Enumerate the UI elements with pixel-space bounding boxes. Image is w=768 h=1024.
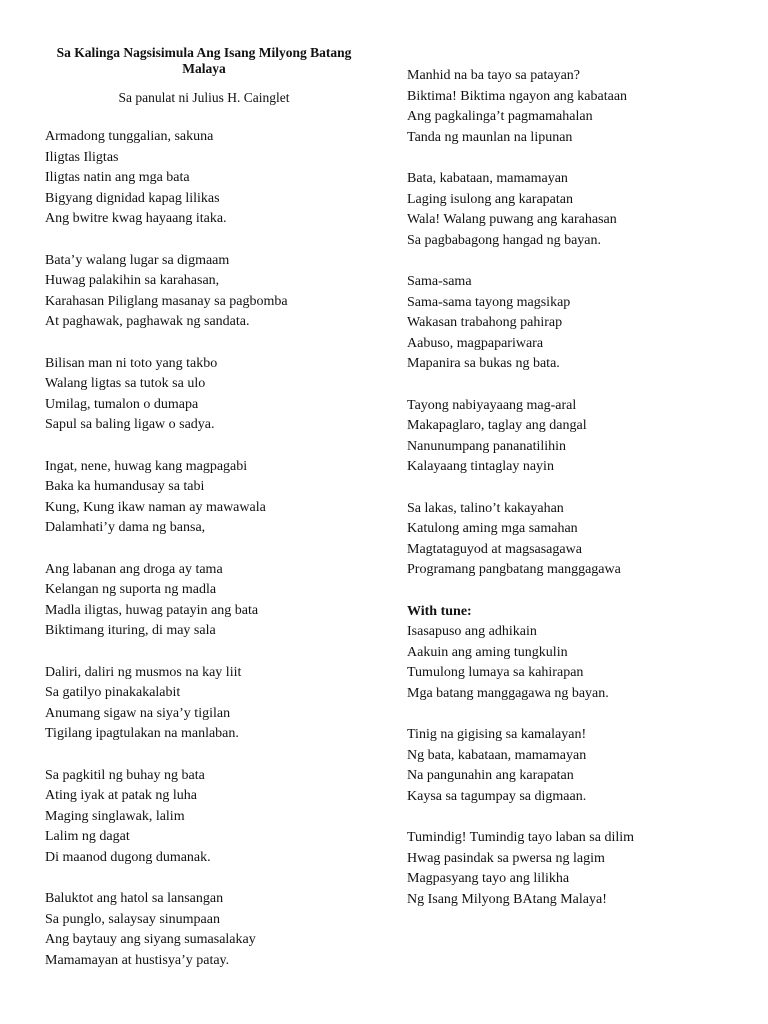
poem-line: Sa punglo, salaysay sinumpaan <box>45 911 220 927</box>
poem-line: Kung, Kung ikaw naman ay mawawala <box>45 499 266 515</box>
poem-title: Sa Kalinga Nagsisimula Ang Isang Milyong Batang Malaya <box>56 45 352 76</box>
tune-section <box>407 602 737 623</box>
stanza <box>407 725 737 807</box>
poem-line: Ating iyak at patak ng luha <box>45 788 198 803</box>
poem-byline: Sa panulat ni Julius H. Cainglet <box>118 90 290 105</box>
poem-line: Sa pagbabagong hangad ng bayan. <box>407 232 601 248</box>
poem-line: Tayong nabiyayaang mag-aral <box>407 397 577 413</box>
poem-line: Na pangunahin ang karapatan <box>407 768 574 783</box>
right-stanzas <box>407 66 737 581</box>
poem-line: Ingat, nene, huwag kang magpagabi <box>45 458 248 474</box>
poem-line: Kelangan ng suporta ng madla <box>45 582 217 597</box>
poem-line: Madla iligtas, huwag patayin ang bata <box>45 602 259 618</box>
tune-label: With tune: <box>407 603 472 619</box>
poem-line: Wakasan trabahong pahirap <box>407 315 563 330</box>
poem-line: Ng Isang Milyong BAtang Malaya! <box>407 891 607 907</box>
poem-line: Programang pangbatang manggagawa <box>407 562 621 577</box>
poem-line: Ang baytauy ang siyang sumasalakay <box>45 932 256 947</box>
poem-line: Sapul sa baling ligaw o sadya. <box>45 417 215 432</box>
poem-line: Sama-sama <box>407 274 472 289</box>
poem-line: Lalim ng dagat <box>45 829 130 844</box>
poem-line: Karahasan Piliglang masanay sa pagbomba <box>45 293 288 309</box>
left-column <box>45 45 375 992</box>
poem-line: Ang labanan ang droga ay tama <box>45 561 223 577</box>
poem-line: Biktima! Biktima ngayon ang kabataan <box>407 88 628 104</box>
poem-line: Kaysa sa tagumpay sa digmaan. <box>407 788 587 804</box>
poem-line: Laging isulong ang karapatan <box>407 191 574 207</box>
stanza <box>407 66 737 148</box>
poem-line: At paghawak, paghawak ng sandata. <box>45 314 250 329</box>
stanza <box>407 272 737 375</box>
poem-line: Mamamayan at hustisya’y patay. <box>45 952 230 968</box>
poem-line: Umilag, tumalon o dumapa <box>45 396 199 412</box>
poem-line: Manhid na ba tayo sa patayan? <box>407 68 580 83</box>
poem-line: Magtataguyod at magsasagawa <box>407 541 582 557</box>
stanza <box>407 396 737 478</box>
stanza <box>407 622 737 704</box>
poem-line: Katulong aming mga samahan <box>407 521 578 536</box>
poem-line: Dalamhati’y dama ng bansa, <box>45 520 206 535</box>
poem-line: Ang pagkalinga’t pagmamahalan <box>407 109 593 124</box>
poem-line: Biktimang ituring, di may sala <box>45 623 216 638</box>
poem-line: Mga batang manggagawa ng bayan. <box>407 685 609 701</box>
stanza <box>45 663 375 745</box>
stanza <box>45 766 375 869</box>
poem-line: Tigilang ipagtulakan na manlaban. <box>45 726 239 741</box>
stanza <box>45 251 375 333</box>
poem-line: Bata’y walang lugar sa digmaam <box>45 252 230 268</box>
poem-line: Mapanira sa bukas ng bata. <box>407 356 560 371</box>
poem-line: Baka ka humandusay sa tabi <box>45 479 205 494</box>
poem-line: Iligtas Iligtas <box>45 149 119 165</box>
poem-line: Maging singlawak, lalim <box>45 808 185 824</box>
poem-line: Anumang sigaw na siya’y tigilan <box>45 705 231 721</box>
poem-line: Ng bata, kabataan, mamamayan <box>407 747 587 763</box>
stanza <box>407 169 737 251</box>
poem-line: Tumulong lumaya sa kahirapan <box>407 665 584 680</box>
poem-line: Baluktot ang hatol sa lansangan <box>45 891 224 906</box>
poem-line: Huwag palakihin sa karahasan, <box>45 273 220 288</box>
left-stanzas <box>45 127 375 971</box>
poem-line: Bilisan man ni toto yang takbo <box>45 355 218 371</box>
poem-line: Ang bwitre kwag hayaang itaka. <box>45 211 227 226</box>
stanza <box>45 560 375 642</box>
poem-line: Bata, kabataan, mamamayan <box>407 171 568 186</box>
tune-stanzas <box>407 622 737 910</box>
poem-line: Isasapuso ang adhikain <box>407 624 537 639</box>
stanza <box>45 889 375 971</box>
poem-line: Sama-sama tayong magsikap <box>407 294 571 310</box>
poem-line: Magpasyang tayo ang lilikha <box>407 871 570 886</box>
stanza <box>407 499 737 581</box>
poem-line: Nanunumpang pananatilihin <box>407 438 567 454</box>
poem-line: Tanda ng maunlan na lipunan <box>407 129 573 145</box>
poem-line: Aakuin ang aming tungkulin <box>407 644 568 660</box>
stanza <box>407 828 737 910</box>
poem-line: Tumindig! Tumindig tayo laban sa dilim <box>407 830 635 845</box>
poem-line: Hwag pasindak sa pwersa ng lagim <box>407 850 605 866</box>
stanza <box>45 127 375 230</box>
poem-line: Sa gatilyo pinakakalabit <box>45 685 181 700</box>
poem-line: Tinig na gigising sa kamalayan! <box>407 727 587 742</box>
poem-line: Aabuso, magpapariwara <box>407 335 544 351</box>
poem-line: Wala! Walang puwang ang karahasan <box>407 212 617 227</box>
poem-line: Iligtas natin ang mga bata <box>45 170 190 185</box>
poem-line: Daliri, daliri ng musmos na kay liit <box>45 664 242 680</box>
poem-line: Sa pagkitil ng buhay ng bata <box>45 767 205 783</box>
poem-line: Walang ligtas sa tutok sa ulo <box>45 376 206 391</box>
stanza <box>45 457 375 539</box>
poem-line: Kalayaang tintaglay nayin <box>407 459 554 474</box>
poem-line: Bigyang dignidad kapag lilikas <box>45 190 220 206</box>
poem-line: Armadong tunggalian, sakuna <box>45 129 214 144</box>
poem-line: Di maanod dugong dumanak. <box>45 849 211 865</box>
poem-line: Makapaglaro, taglay ang dangal <box>407 418 587 433</box>
right-column <box>407 66 737 931</box>
stanza <box>45 354 375 436</box>
poem-line: Sa lakas, talino’t kakayahan <box>407 500 564 516</box>
